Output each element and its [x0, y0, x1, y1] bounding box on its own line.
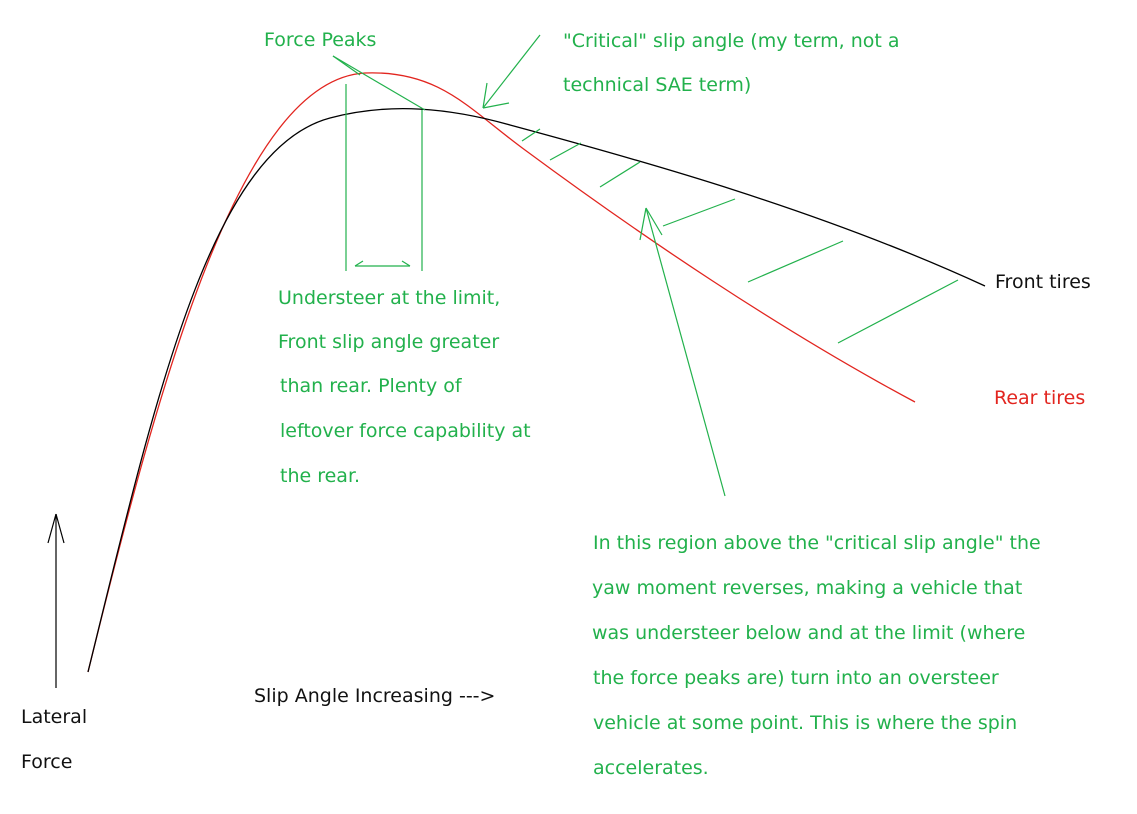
y-axis-arrow — [48, 514, 64, 688]
critical-angle-arrow — [483, 35, 540, 108]
x-axis-label: Slip Angle Increasing ---> — [254, 685, 496, 707]
understeer-text-5: the rear. — [280, 465, 361, 487]
force-peak-markers — [333, 56, 425, 271]
critical-angle-label-2: technical SAE term) — [563, 74, 752, 96]
y-axis-label-1: Lateral — [21, 706, 88, 728]
critical-angle-label-1: "Critical" slip angle (my term, not a — [563, 30, 900, 52]
hatch-region — [522, 129, 958, 343]
force-peaks-label: Force Peaks — [264, 29, 377, 51]
understeer-text-1: Understeer at the limit, — [278, 287, 501, 309]
rear-tires-label: Rear tires — [994, 387, 1086, 409]
region-text-2: yaw moment reverses, making a vehicle that — [592, 577, 1023, 599]
region-text-4: the force peaks are) turn into an oversteer — [593, 667, 999, 689]
region-text-3: was understeer below and at the limit (where — [592, 622, 1026, 644]
understeer-text-4: leftover force capability at — [280, 420, 531, 442]
understeer-text-2: Front slip angle greater — [278, 331, 500, 353]
understeer-text-3: than rear. Plenty of — [280, 375, 462, 397]
region-arrow — [640, 208, 725, 496]
y-axis-label-2: Force — [21, 751, 73, 773]
region-text-5: vehicle at some point. This is where the spin — [593, 712, 1018, 734]
region-text-6: accelerates. — [593, 757, 709, 779]
front-tires-label: Front tires — [995, 271, 1091, 293]
region-text-1: In this region above the "critical slip angle" the — [593, 532, 1041, 554]
